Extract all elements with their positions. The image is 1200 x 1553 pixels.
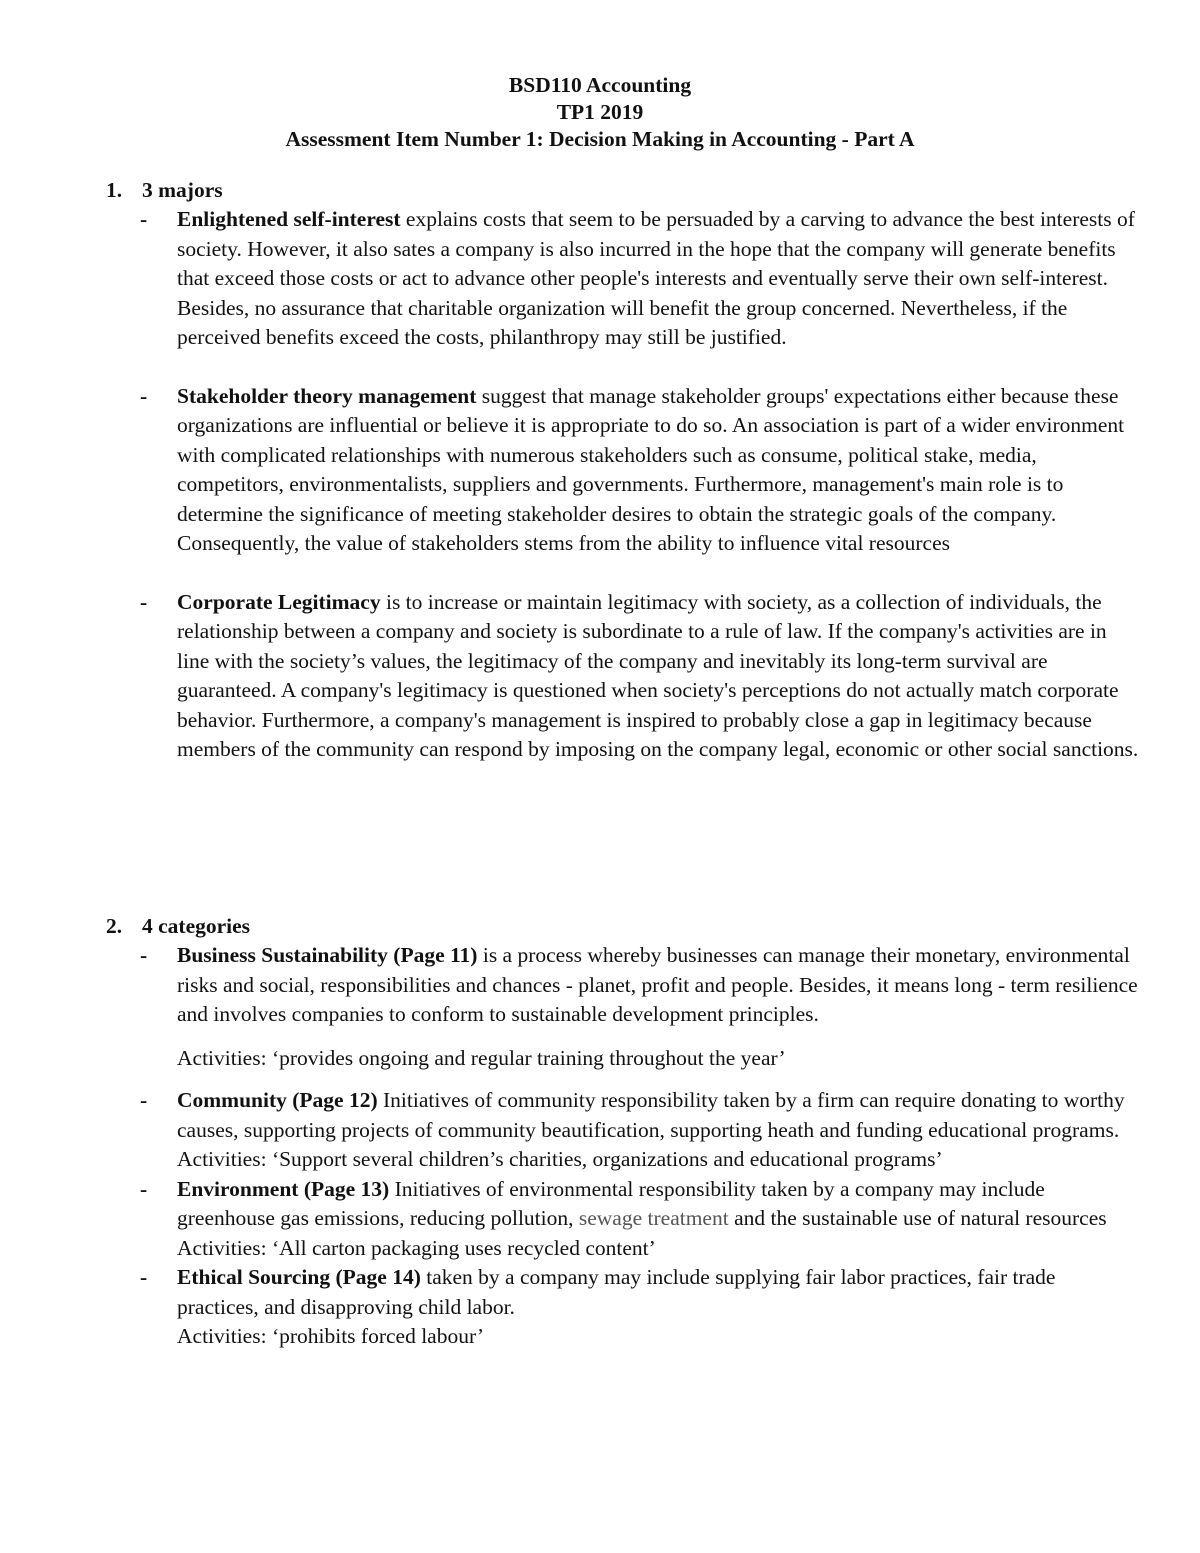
section-1	[106, 176, 1140, 765]
dash-bullet: -	[140, 1088, 148, 1112]
list-item	[106, 1175, 1140, 1264]
dash-bullet: -	[140, 589, 148, 614]
item-text: and the sustainable use of natural resources	[728, 1206, 1107, 1230]
section-1-title: 3 majors	[142, 178, 223, 202]
list-item	[106, 382, 1140, 559]
term-title: TP1 2019	[556, 100, 644, 124]
item-term: Corporate Legitimacy	[177, 589, 381, 614]
item-term: Environment (Page 13)	[177, 1176, 390, 1201]
dash-bullet: -	[140, 207, 148, 231]
section-1-number: 1.	[106, 178, 123, 202]
list-item	[106, 941, 1140, 1073]
item-term: Stakeholder theory management	[177, 383, 477, 408]
section-1-heading	[106, 176, 1140, 205]
section-2-number: 2.	[106, 914, 123, 938]
item-text: taken by a company may include supplying fair labor practices, fair trade practices, and disapproving child labor.	[177, 1265, 1056, 1319]
item-text-muted: sewage treatment	[578, 1206, 729, 1230]
list-item	[106, 588, 1140, 765]
item-term: Business Sustainability (Page 11)	[177, 943, 478, 967]
item-term: Community (Page 12)	[177, 1088, 378, 1112]
item-activity: Activities: ‘prohibits forced labour’	[177, 1324, 485, 1348]
item-text: Initiatives of environmental responsibility taken by a company may include greenhouse gas emissions, reducing pollution,	[177, 1176, 1045, 1230]
item-activity: Activities: ‘All carton packaging uses recycled content’	[177, 1235, 656, 1260]
item-text: explains costs that seem to be persuaded by a carving to advance the best interests of society. However, it also sates a company is also incurred in the hope that the company will generate benefits that exceed those costs or act to advance other people's interests and eventually serve their own self-interest. Besides, no assurance that charitable organization will benefit the group concerned. Nevertheless, if the perceived benefits exceed the costs, philanthropy may still be justified.	[177, 207, 1135, 349]
item-text: Initiatives of community responsibility taken by a firm can require donating to worthy causes, supporting projects of community beautification, supporting heath and funding educational programs.	[177, 1088, 1125, 1142]
item-text: is a process whereby businesses can manage their monetary, environmental risks and social, responsibilities and chances - planet, profit and people. Besides, it means long - term resilience and involves companies to conform to sustainable development principles.	[177, 943, 1138, 1026]
item-text: suggest that manage stakeholder groups' expectations either because these organizations are influential or believe it is appropriate to do so. An association is part of a wider environment with complicated relationships with numerous stakeholders such as consume, political stake, media, competitors, environmentalists, suppliers and governments. Furthermore, management's main role is to determine the significance of meeting stakeholder desires to obtain the strategic goals of the company. Consequently, the value of stakeholders stems from the ability to influence vital resources	[177, 383, 1125, 555]
item-activity: Activities: ‘provides ongoing and regular training throughout the year’	[177, 1045, 786, 1070]
item-term: Ethical Sourcing (Page 14)	[177, 1265, 421, 1289]
dash-bullet: -	[140, 1265, 148, 1289]
dash-bullet: -	[140, 1176, 148, 1201]
section-2	[106, 912, 1140, 1352]
assessment-title: Assessment Item Number 1: Decision Making in Accounting - Part A	[285, 127, 915, 151]
section-2-heading	[106, 912, 1140, 941]
item-activity: Activities: ‘Support several children’s charities, organizations and educational programs’	[177, 1147, 943, 1171]
list-item	[106, 1086, 1140, 1175]
dash-bullet: -	[140, 943, 148, 967]
item-term: Enlightened self-interest	[177, 207, 401, 231]
item-text: is to increase or maintain legitimacy with society, as a collection of individuals, the relationship between a company and society is subordinate to a rule of law. If the company's activities are in line with the society’s values, the legitimacy of the company and inevitably its long-term survival are guaranteed. A company's legitimacy is questioned when society's perceptions do not actually match corporate behavior. Furthermore, a company's management is inspired to probably close a gap in legitimacy because members of the community can respond by imposing on the company legal, economic or other social sanctions.	[177, 589, 1139, 761]
dash-bullet: -	[140, 383, 148, 408]
course-title: BSD110 Accounting	[508, 73, 692, 97]
section-2-title: 4 categories	[142, 914, 251, 938]
list-item	[106, 1263, 1140, 1352]
document-header	[0, 72, 1200, 153]
list-item	[106, 205, 1140, 353]
